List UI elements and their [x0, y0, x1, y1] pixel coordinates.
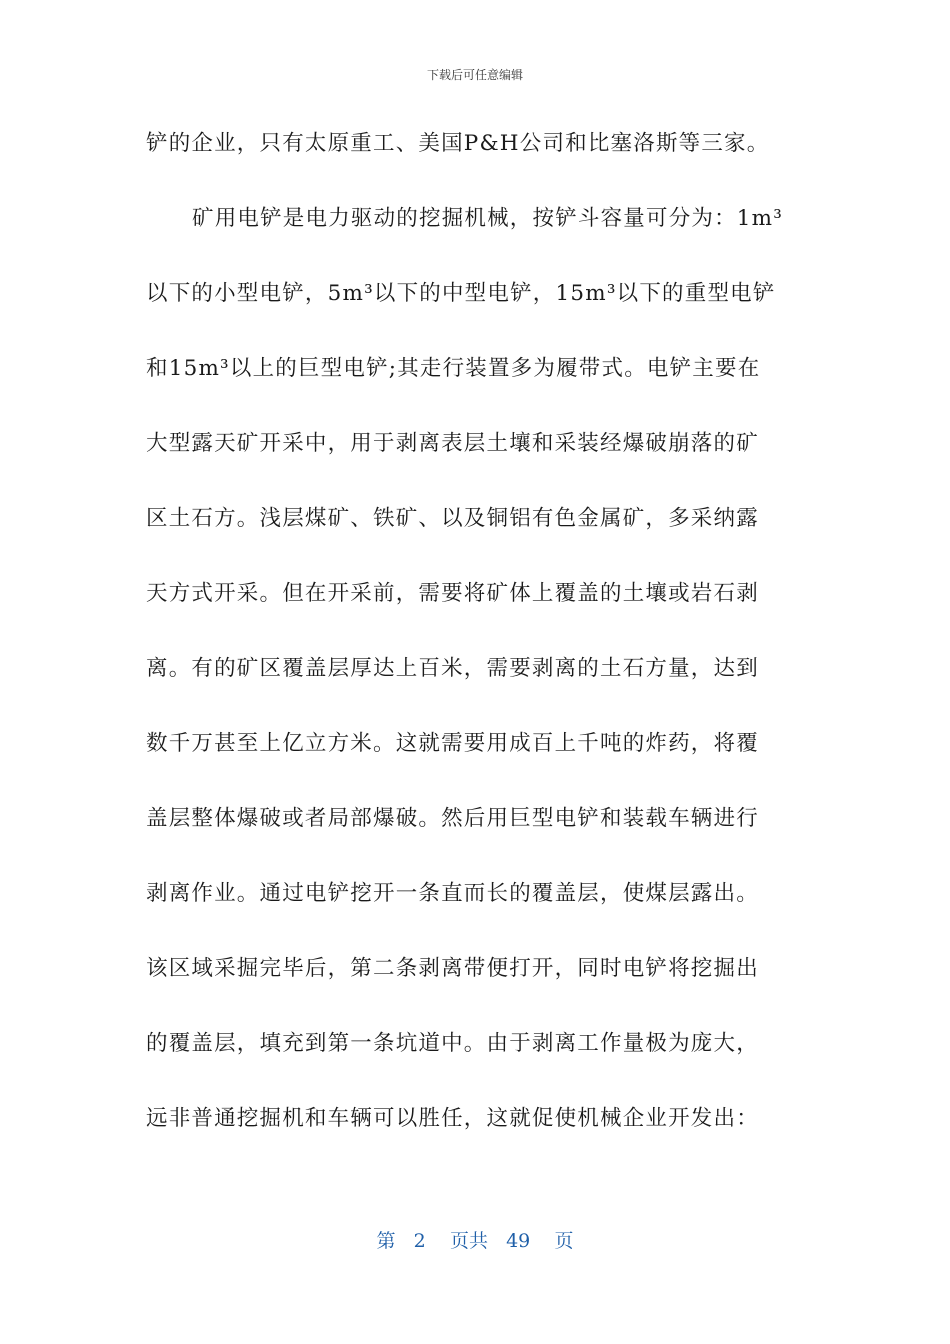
text-line: 铲的企业，只有太原重工、美国P&H公司和比塞洛斯等三家。 — [146, 131, 770, 156]
text-line: 该区域采掘完毕后，第二条剥离带便打开，同时电铲将挖掘出 — [146, 956, 759, 981]
text-line: 天方式开采。但在开采前，需要将矿体上覆盖的土壤或岩石剥 — [146, 581, 759, 606]
document-body — [146, 124, 806, 1174]
paragraph-start-line: 矿用电铲是电力驱动的挖掘机械，按铲斗容量可分为：1m³ — [192, 206, 784, 231]
text-line: 数千万甚至上亿立方米。这就需要用成百上千吨的炸药，将覆 — [146, 731, 759, 756]
text-line: 远非普通挖掘机和车辆可以胜任，这就促使机械企业开发出： — [146, 1106, 759, 1131]
text-line: 盖层整体爆破或者局部爆破。然后用巨型电铲和装载车辆进行 — [146, 806, 759, 831]
text-line: 剥离作业。通过电铲挖开一条直而长的覆盖层，使煤层露出。 — [146, 881, 759, 906]
page-footer — [0, 1226, 950, 1253]
text-line: 的覆盖层，填充到第一条坑道中。由于剥离工作量极为庞大， — [146, 1031, 759, 1056]
text-line: 和15m³以上的巨型电铲;其走行装置多为履带式。电铲主要在 — [146, 356, 761, 381]
text-line: 大型露天矿开采中，用于剥离表层土壤和采装经爆破崩落的矿 — [146, 431, 759, 456]
footer-suffix: 页 — [554, 1230, 574, 1252]
text-line: 以下的小型电铲，5m³以下的中型电铲，15m³以下的重型电铲 — [146, 281, 776, 306]
page-number: 2 — [413, 1230, 426, 1252]
footer-prefix: 第 — [376, 1230, 396, 1252]
header-note: 下载后可任意编辑 — [426, 68, 523, 82]
page-total: 49 — [506, 1230, 531, 1252]
text-line: 区土石方。浅层煤矿、铁矿、以及铜铝有色金属矿，多采纳露 — [146, 506, 759, 531]
footer-middle: 页共 — [449, 1230, 488, 1252]
text-line: 离。有的矿区覆盖层厚达上百米，需要剥离的土石方量，达到 — [146, 656, 759, 681]
